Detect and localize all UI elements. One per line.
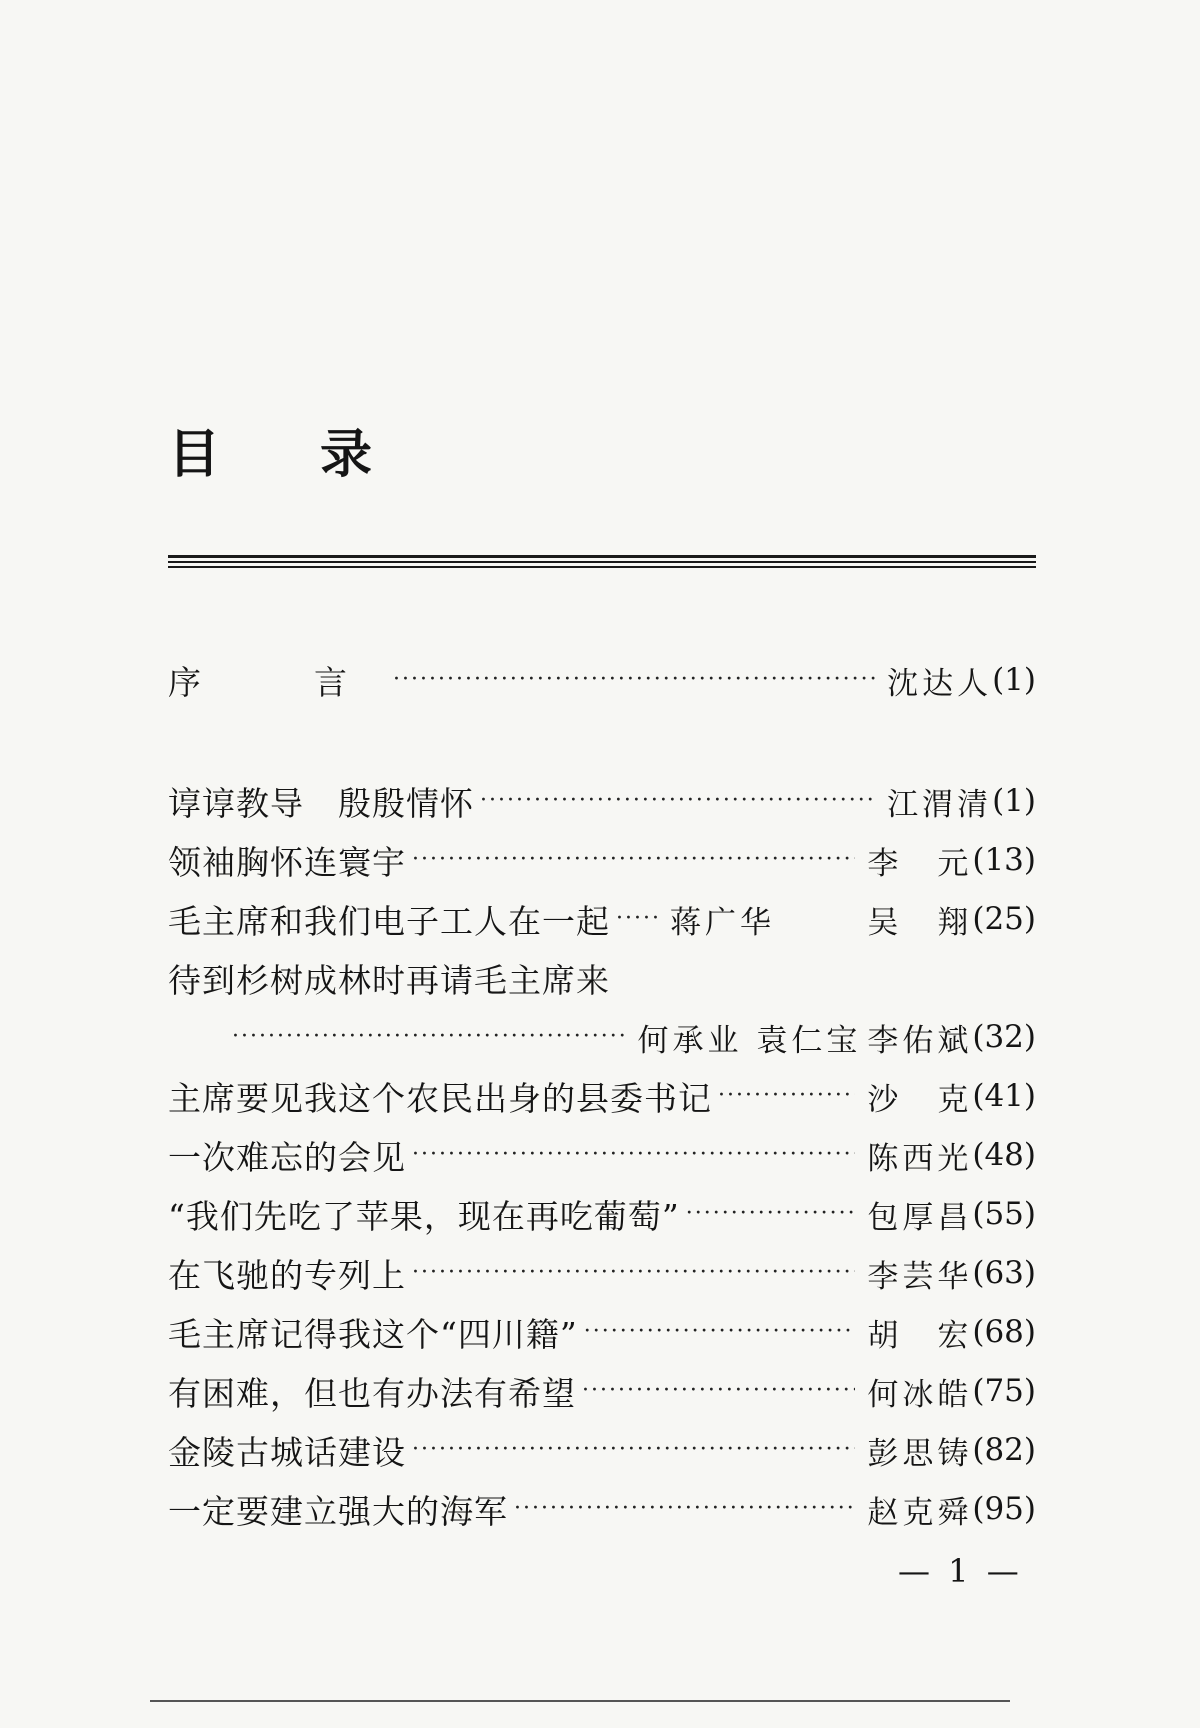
dot-leader [412, 840, 855, 880]
entry-coauthor: 蒋广华 [670, 904, 775, 941]
entry-page: (41) [972, 1078, 1036, 1114]
entry-title: “我们先吃了苹果，现在再吃葡萄” [168, 1196, 680, 1236]
entry-author: 吴 翔 [867, 904, 973, 941]
entry-title: 领袖胸怀连寰宇 [168, 842, 406, 882]
toc-entry[interactable] [168, 781, 1036, 821]
entry-author: 江渭清 [887, 786, 993, 823]
page-title [168, 412, 372, 487]
toc-entry[interactable] [168, 1489, 1036, 1529]
dot-leader [582, 1371, 855, 1411]
entry-author: 何冰皓 [867, 1376, 973, 1413]
entry-author: 胡 宏 [867, 1317, 973, 1354]
entry-page: (13) [972, 842, 1036, 878]
entry-page: (32) [972, 1019, 1036, 1055]
entry-page: (82) [972, 1432, 1036, 1468]
header-rule [168, 555, 1036, 558]
entry-author: 沙 克 [867, 1081, 973, 1118]
entry-title: 毛主席和我们电子工人在一起 [168, 901, 610, 941]
toc-entry-continuation[interactable] [168, 1017, 1036, 1057]
entry-title: 谆谆教导 殷殷情怀 [168, 783, 474, 823]
dot-leader [616, 899, 658, 939]
entry-author: 陈西光 [867, 1140, 973, 1177]
toc-entry-title-line[interactable] [168, 958, 1036, 998]
dot-leader [514, 1489, 855, 1529]
title-char-2: 录 [320, 425, 373, 485]
dot-leader [412, 1253, 855, 1293]
dot-leader [584, 1312, 856, 1352]
entry-page: (48) [972, 1137, 1036, 1173]
title-char-1: 目 [168, 425, 221, 485]
entry-title: 有困难，但也有办法有希望 [168, 1373, 576, 1413]
entry-title: 序 言 [168, 662, 387, 702]
dot-leader [718, 1076, 855, 1116]
entry-author: 沈达人 [887, 665, 993, 702]
toc-entry[interactable] [168, 1135, 1036, 1175]
entry-title: 金陵古城话建设 [168, 1432, 406, 1472]
toc-entry[interactable] [168, 1312, 1036, 1352]
entry-author: 李 元 [867, 845, 973, 882]
toc-entry[interactable] [168, 1253, 1036, 1293]
dot-leader [686, 1194, 856, 1234]
entry-title: 一次难忘的会见 [168, 1137, 406, 1177]
header-rule [168, 566, 1036, 568]
entry-page: (63) [972, 1255, 1036, 1291]
toc-entry[interactable] [168, 1430, 1036, 1470]
toc-entry[interactable] [168, 1371, 1036, 1411]
dot-leader [232, 1017, 626, 1057]
entry-author: 赵克舜 [867, 1494, 973, 1531]
entry-title: 待到杉树成林时再请毛主席来 [168, 960, 610, 1000]
entry-author: 包厚昌 [867, 1199, 973, 1236]
dot-leader [412, 1135, 855, 1175]
entry-page: (25) [972, 901, 1036, 937]
entry-coauthor: 何承业 袁仁宝 [637, 1022, 862, 1059]
entry-page: (55) [972, 1196, 1036, 1232]
dot-leader [412, 1430, 855, 1470]
entry-title: 毛主席记得我这个“四川籍” [168, 1314, 578, 1354]
entry-page: (1) [992, 662, 1036, 698]
page-number: — 1 — [898, 1552, 1023, 1590]
toc-entry[interactable] [168, 1076, 1036, 1116]
entry-author: 李芸华 [867, 1258, 973, 1295]
entry-page: (95) [972, 1491, 1036, 1527]
toc-entry[interactable] [168, 840, 1036, 880]
entry-page: (75) [972, 1373, 1036, 1409]
dot-leader [393, 660, 875, 700]
entry-title: 主席要见我这个农民出身的县委书记 [168, 1078, 712, 1118]
toc-entry[interactable] [168, 899, 1036, 939]
entry-page: (68) [972, 1314, 1036, 1350]
entry-title: 在飞驰的专列上 [168, 1255, 406, 1295]
entry-page: (1) [992, 783, 1036, 819]
toc-entry[interactable] [168, 1194, 1036, 1234]
page-bottom-rule [150, 1700, 1010, 1702]
entry-author: 李佑斌 [867, 1022, 973, 1059]
dot-leader [480, 781, 875, 821]
toc-entry-preface[interactable] [168, 660, 1036, 700]
entry-title: 一定要建立强大的海军 [168, 1491, 508, 1531]
header-rule [168, 561, 1036, 563]
entry-author: 彭思铸 [867, 1435, 973, 1472]
